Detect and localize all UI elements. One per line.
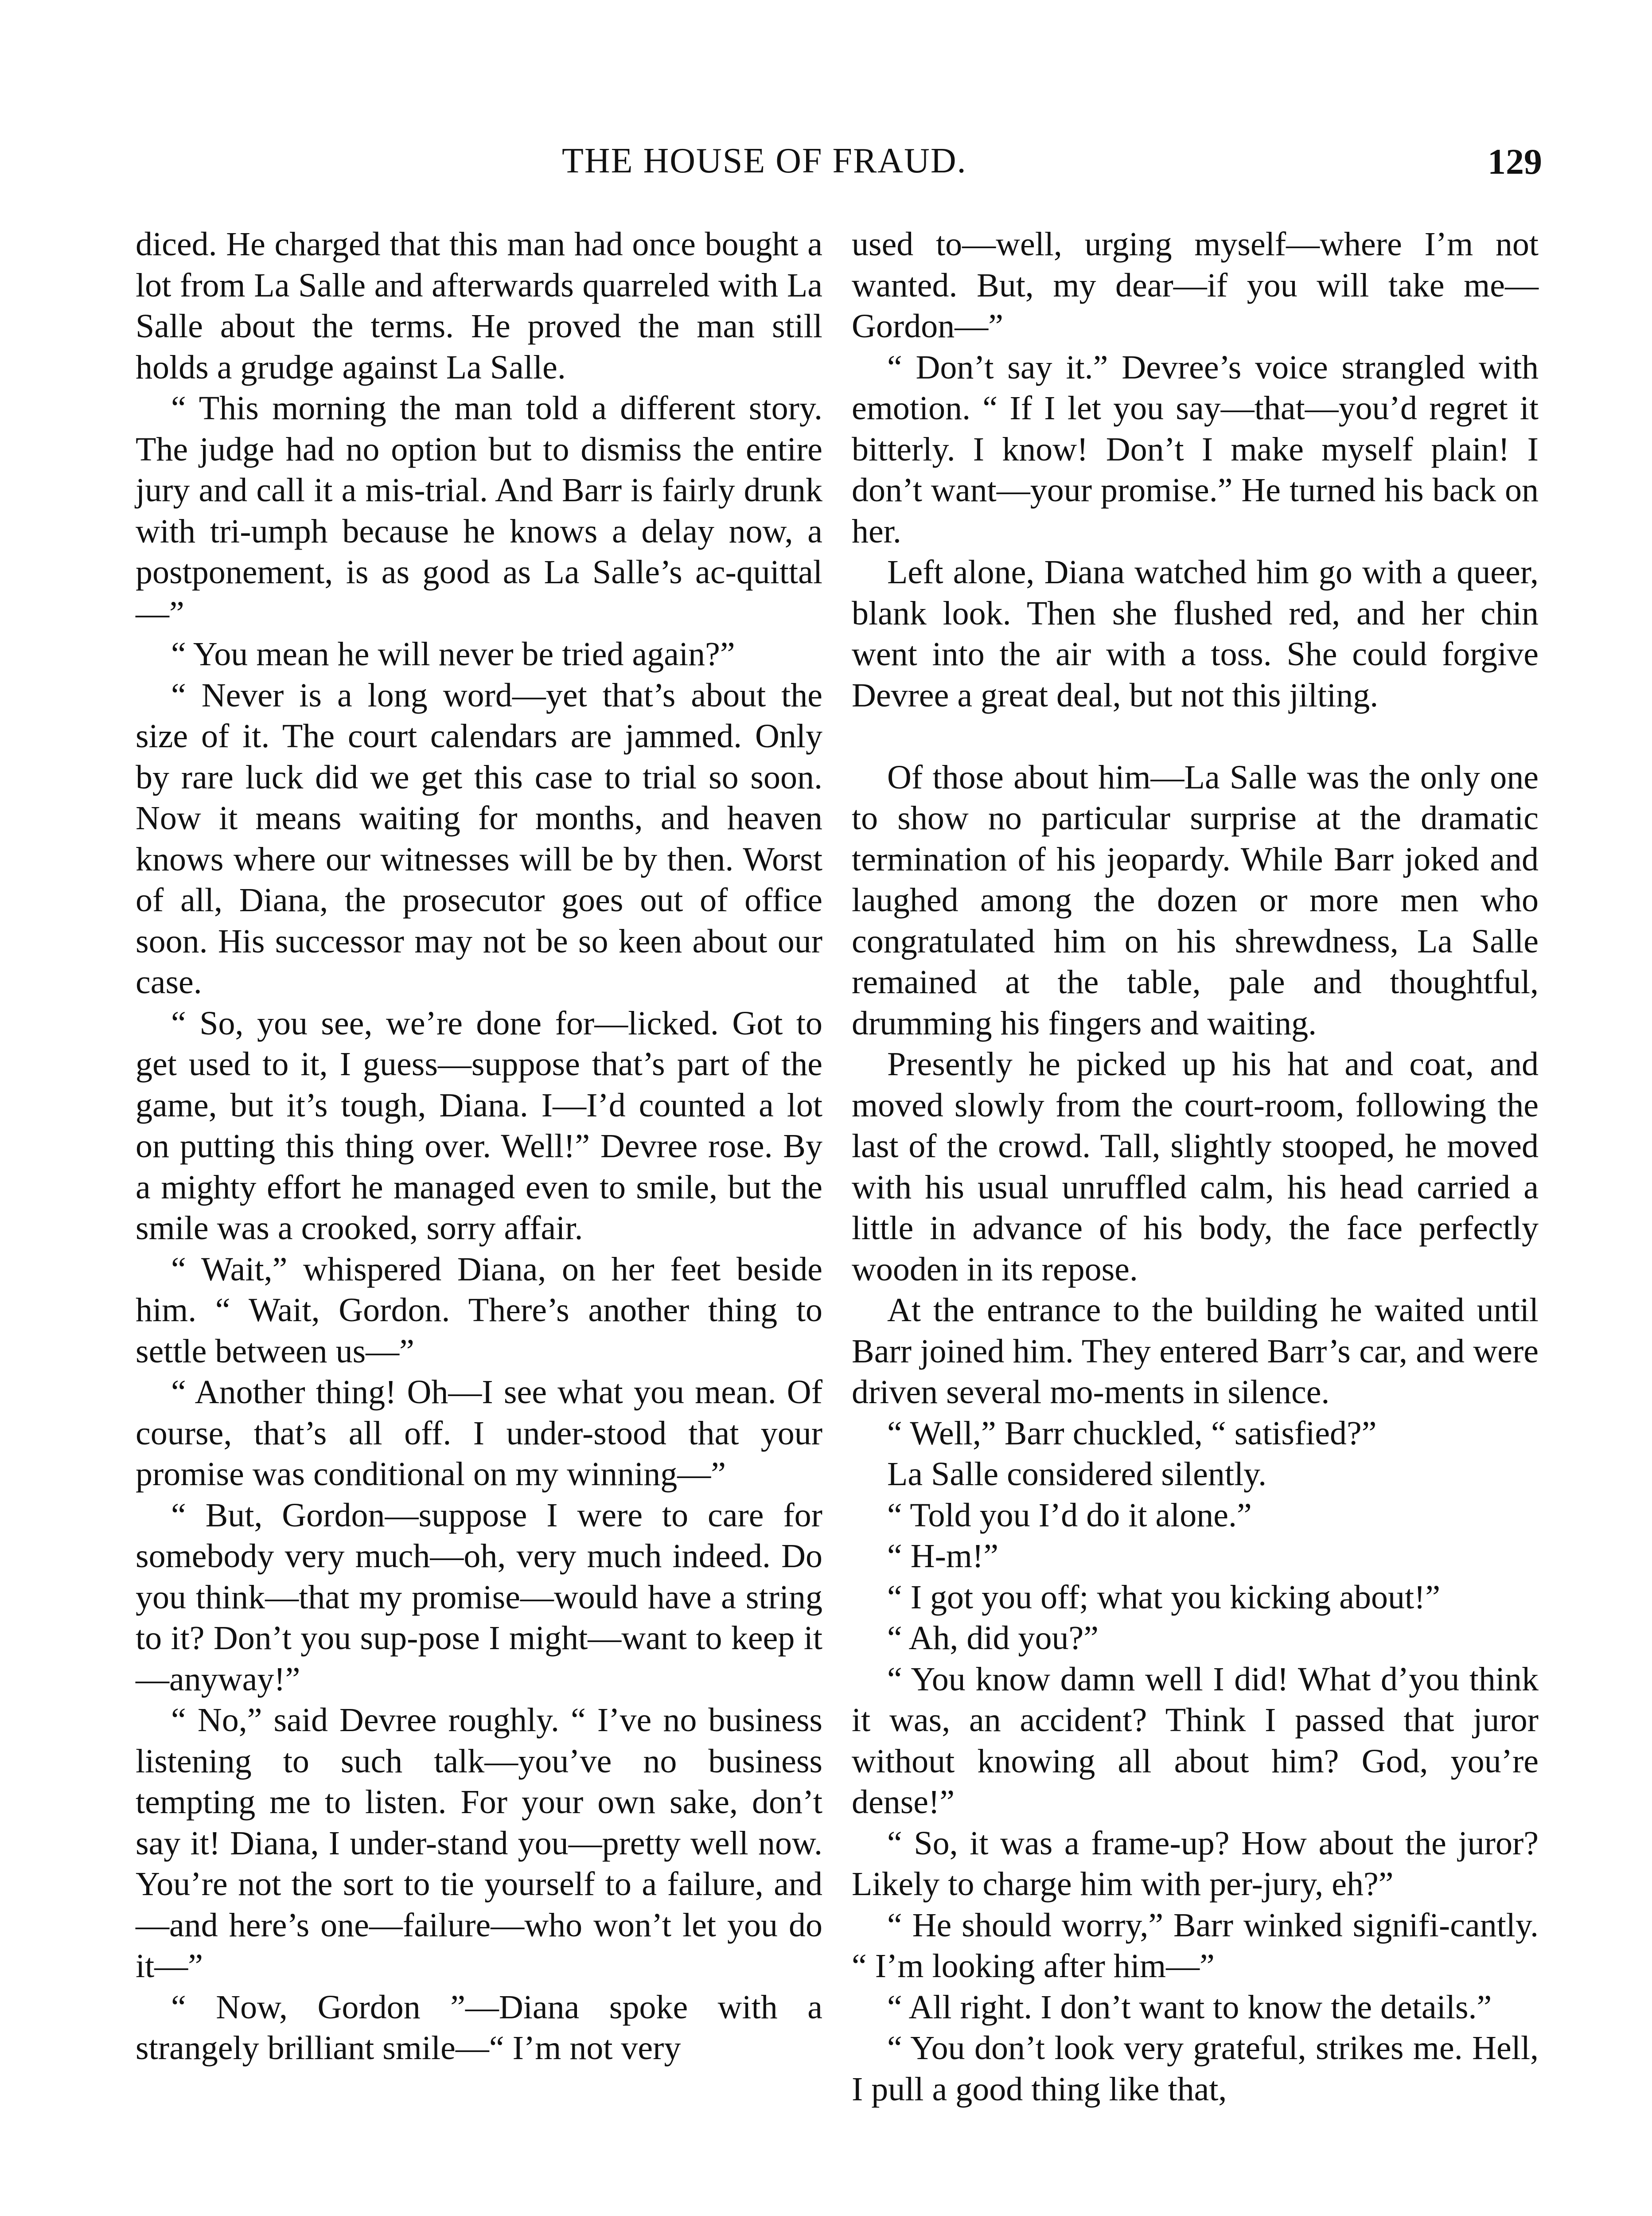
paragraph: At the entrance to the building he waited until Barr joined him. They entered Barr’s car, and were driven several mo-ments in silence.	[852, 1291, 1539, 1411]
paragraph: “ So, it was a frame-up? How about the juror? Likely to charge him with per-jury, eh?”	[852, 1824, 1539, 1903]
paragraph: “ Another thing! Oh—I see what you mean. Of course, that’s all off. I under-stood that your promise was conditional on my winning—”	[136, 1373, 822, 1493]
paragraph: “ You don’t look very grateful, strikes me. Hell, I pull a good thing like that,	[852, 2029, 1539, 2108]
paragraph: “ But, Gordon—suppose I were to care for somebody very much—oh, very much indeed. Do you think—that my promise—would have a string to it? Don’t you sup-pose I might—want to keep it—anyway!”	[136, 1496, 822, 1698]
paragraph: “ I got you off; what you kicking about!”	[887, 1578, 1441, 1616]
paragraph: “ Never is a long word—yet that’s about the size of it. The court calendars are jammed. Only by rare luck did we get this case to trial so soon. Now it means waiting for months, and heaven knows where our witnesses will be by then. Worst of all, Diana, the prosecutor goes out of office soon. His successor may not be so keen about our case.	[136, 676, 822, 1001]
paragraph: “ All right. I don’t want to know the details.”	[887, 1988, 1492, 2026]
paragraph: “ H-m!”	[887, 1537, 999, 1575]
paragraph: “ Don’t say it.” Devree’s voice strangled with emotion. “ If I let you say—that—you’d regret it bitterly. I know! Don’t I make myself plain! I don’t want—your promise.” He turned his back on her.	[852, 348, 1539, 550]
paragraph: used to—well, urging myself—where I’m not wanted. But, my dear—if you will take me—Gordon—”	[852, 226, 1539, 345]
left-column	[136, 224, 822, 2069]
paragraph: “ He should worry,” Barr winked signifi-cantly. “ I’m looking after him—”	[852, 1906, 1539, 1985]
paragraph: Of those about him—La Salle was the only one to show no particular surprise at the dramatic termination of his jeopardy. While Barr joked and laughed among the dozen or more men who congratulated him on his shrewdness, La Salle remained at the table, pale and thoughtful, drumming his fingers and waiting.	[852, 758, 1539, 1042]
paragraph: “ You know damn well I did! What d’you think it was, an accident? Think I passed that juror without knowing all about him? God, you’re dense!”	[852, 1660, 1539, 1821]
paragraph: “ So, you see, we’re done for—licked. Got to get used to it, I guess—suppose that’s part of the game, but it’s tough, Diana. I—I’d counted a lot on putting this thing over. Well!” Devree rose. By a mighty effort he managed even to smile, but the smile was a crooked, sorry affair.	[136, 1004, 822, 1247]
page-number: 129	[1488, 141, 1542, 182]
paragraph: “ This morning the man told a different story. The judge had no option but to dismiss the entire jury and call it a mis-trial. And Barr is fairly drunk with tri-umph because he knows a delay now, a postponement, is as good as La Salle’s ac-quittal—”	[136, 390, 822, 632]
paragraph: “ Ah, did you?”	[887, 1619, 1099, 1657]
paragraph: La Salle considered silently.	[887, 1455, 1267, 1493]
paragraph: “ Now, Gordon ”—Diana spoke with a strangely brilliant smile—“ I’m not very	[136, 1988, 822, 2067]
running-title: THE HOUSE OF FRAUD.	[562, 141, 967, 180]
paragraph: diced. He charged that this man had once bought a lot from La Salle and afterwards quarreled with La Salle about the terms. He proved the man still holds a grudge against La Salle.	[136, 226, 822, 386]
paragraph: “ Wait,” whispered Diana, on her feet beside him. “ Wait, Gordon. There’s another thing to settle between us—”	[136, 1250, 822, 1370]
paragraph: “ No,” said Devree roughly. “ I’ve no business listening to such talk—you’ve no business tempting me to listen. For your own sake, don’t say it! Diana, I under-stand you—pretty well now. You’re not the sort to tie yourself to a failure, and—and here’s one—failure—who won’t let you do it—”	[136, 1701, 822, 1985]
paragraph: “ You mean he will never be tried again?”	[171, 636, 735, 673]
paragraph: “ Well,” Barr chuckled, “ satisfied?”	[887, 1414, 1377, 1452]
paragraph: Presently he picked up his hat and coat, and moved slowly from the court-room, following the last of the crowd. Tall, slightly stooped, he moved with his usual unruffled calm, his head carried a little in advance of his body, the face perfectly wooden in its repose.	[852, 1046, 1539, 1288]
paragraph: Left alone, Diana watched him go with a queer, blank look. Then she flushed red, and her chin went into the air with a toss. She could forgive Devree a great deal, but not this jilting.	[852, 554, 1539, 714]
paragraph: “ Told you I’d do it alone.”	[887, 1496, 1252, 1534]
right-column	[852, 224, 1539, 2110]
page-header	[133, 141, 1542, 190]
